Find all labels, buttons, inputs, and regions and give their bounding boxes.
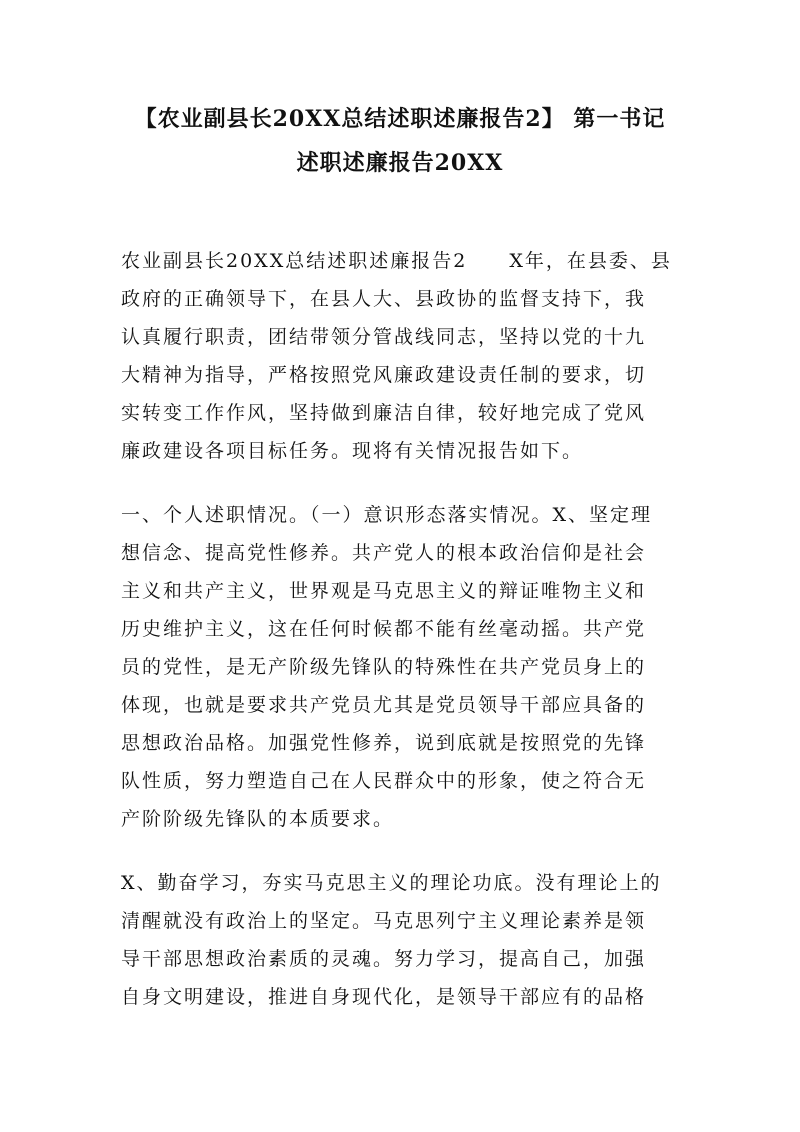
body-line: 大精神为指导，严格按照党风廉政建设责任制的要求，切 [121, 364, 647, 386]
body-line: 清醒就没有政治上的坚定。马克思列宁主义理论素养是领 [121, 910, 647, 932]
body-line: 廉政建设各项目标任务。现将有关情况报告如下。 [121, 440, 584, 462]
body-line: 政府的正确领导下，在县人大、县政协的监督支持下，我 [121, 288, 647, 310]
body-line: 历史维护主义，这在任何时候都不能有丝毫动摇。共产党 [121, 618, 647, 640]
document-title-line-1: 【农业副县长20XX总结述职述廉报告2】 第一书记 [134, 106, 666, 132]
body-line: 自身文明建设，推进自身现代化，是领导干部应有的品格 [121, 986, 647, 1008]
body-line: 想信念、提高党性修养。共产党人的根本政治信仰是社会 [121, 542, 647, 564]
body-line: 体现，也就是要求共产党员尤其是党员领导干部应具备的 [121, 694, 647, 716]
body-line: 实转变工作作风，坚持做到廉洁自律，较好地完成了党风 [121, 402, 647, 424]
body-line: 产阶阶级先锋队的本质要求。 [121, 808, 395, 830]
body-line: 队性质，努力塑造自己在人民群众中的形象，使之符合无 [121, 770, 647, 792]
body-line: 农业副县长20XX总结述职述廉报告2 X年，在县委、县 [121, 250, 672, 272]
body-line: 导干部思想政治素质的灵魂。努力学习，提高自己，加强 [121, 948, 647, 970]
document-title-line-2: 述职述廉报告20XX [296, 150, 504, 176]
body-line: 认真履行职责，团结带领分管战线同志，坚持以党的十九 [121, 326, 647, 348]
body-line: 主义和共产主义，世界观是马克思主义的辩证唯物主义和 [121, 580, 647, 602]
body-line: 员的党性，是无产阶级先锋队的特殊性在共产党员身上的 [121, 656, 647, 678]
body-line: 一、个人述职情况。（一）意识形态落实情况。X、坚定理 [121, 504, 653, 526]
body-line: X、勤奋学习，夯实马克思主义的理论功底。没有理论上的 [121, 872, 662, 894]
body-line: 思想政治品格。加强党性修养，说到底就是按照党的先锋 [121, 732, 647, 754]
